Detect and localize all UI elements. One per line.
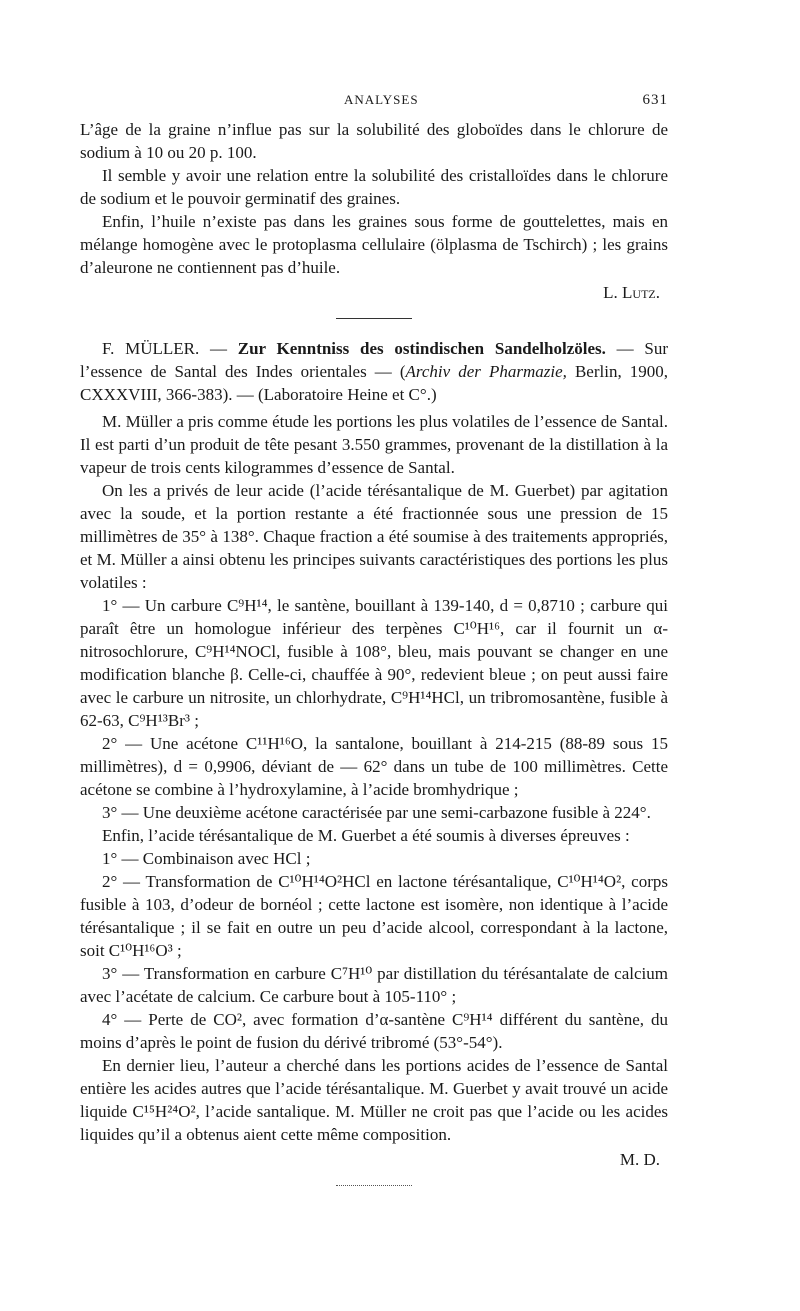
author-name: F. MÜLLER. [102, 339, 200, 358]
page-number: 631 [642, 92, 668, 108]
paragraph: M. Müller a pris comme étude les portions les plus volatiles de l’essence de Santal. Il est parti d’un produit de tête pesant 3.550 grammes, provenant de la distillation à la vapeur de trois cents kilogrammes d’essence de Santal. [80, 412, 668, 477]
end-rule [336, 1185, 412, 1186]
citation: Berlin, 1900, CXXXVIII, 366-383). — (Laboratoire Heine et C°.) [80, 362, 669, 404]
separator-rule [336, 318, 412, 319]
paragraph: L’âge de la graine n’influe pas sur la solubilité des globoïdes dans le chlorure de sodium à 10 ou 20 p. 100. [80, 120, 668, 162]
paragraph: Il semble y avoir une relation entre la solubilité des cristalloïdes dans le chlorure de sodium et le pouvoir germinatif des graines. [80, 166, 668, 208]
paragraph: Enfin, l’acide térésantalique de M. Guerbet a été soumis à diverses épreuves : [102, 826, 630, 845]
journal-page [80, 88, 668, 1186]
article-lutz [80, 118, 668, 304]
paragraph: 3° — Transformation en carbure C⁷H¹⁰ par distillation du térésantalate de calcium avec l’acétate de calcium. Ce carbure bout à 105-110° ; [80, 964, 668, 1006]
journal-name: Archiv der Pharmazie, [405, 362, 567, 381]
article-title-fr: Sur l’essence de Santal des Indes orientales — ( [80, 339, 668, 381]
article-heading: F. MÜLLER. — Zur Kenntniss des ostindischen Sandelholzöles. — Sur l’essence de Santal des Indes orientales — (Archiv der Pharmazie, Berlin, 1900, CXXXVIII, 366-383). — (Laboratoire Heine et C°.) [80, 339, 669, 404]
page-header [80, 88, 668, 108]
paragraph: Enfin, l’huile n’existe pas dans les graines sous forme de gouttelettes, mais en mélange homogène avec le protoplasma cellulaire (ölplasma de Tschirch) ; les grains d’aleurone ne contiennent pas d’huile. [80, 212, 668, 277]
paragraph: 1° — Combinaison avec HCl ; [102, 849, 311, 868]
paragraph: On les a privés de leur acide (l’acide térésantalique de M. Guerbet) par agitation avec la soude, et la portion restante a été fractionnée sous une pression de 15 millimètres de 35° à 138°. Chaque fraction a été soumise à des traitements appropriés, et M. Müller a ainsi obtenu les principes suivants caractéristiques des portions les plus volatiles : [80, 481, 668, 592]
article-title-de: Zur Kenntniss des ostindischen Sandelholzöles. [237, 339, 606, 358]
paragraph: 3° — Une deuxième acétone caractérisée par une semi-carbazone fusible à 224°. [102, 803, 651, 822]
paragraph: 1° — Un carbure C⁹H¹⁴, le santène, bouillant à 139-140, d = 0,8710 ; carbure qui paraît être un homologue inférieur des terpènes C¹⁰H¹⁶, car il fournit un α-nitrosochlorure, C⁹H¹⁴NOCl, fusible à 108°, bleu, mais pouvant se changer en une modification blanche β. Celle-ci, chauffée à 90°, redevient bleue ; on peut aussi faire avec le carbure un nitrosite, un chlorhydrate, C⁹H¹⁴HCl, un tribromosantène, fusible à 62-63, C⁹H¹³Br³ ; [80, 596, 668, 730]
article-muller [80, 337, 668, 1171]
signature: L. Lutz. [603, 283, 660, 302]
paragraph: 4° — Perte de CO², avec formation d’α-santène C⁹H¹⁴ différent du santène, du moins d’après le point de fusion du dérivé tribromé (53°-54°). [80, 1010, 668, 1052]
paragraph: 2° — Transformation de C¹⁰H¹⁴O²HCl en lactone térésantalique, C¹⁰H¹⁴O², corps fusible à 103, d’odeur de bornéol ; cette lactone est isomère, non identique à l’acide térésantalique ; il se fait en outre un peu d’acide alcool, correspondant à la lactone, soit C¹⁰H¹⁶O³ ; [80, 872, 668, 960]
paragraph: En dernier lieu, l’auteur a cherché dans les portions acides de l’essence de Santal entière les acides autres que l’acide térésantalique. M. Guerbet y avait trouvé un acide liquide C¹⁵H²⁴O², l’acide santalique. M. Müller ne croit pas que l’acide ou les acides liquides qu’il a obtenus aient cette même composition. [80, 1056, 668, 1144]
signature: M. D. [619, 1150, 660, 1169]
paragraph: 2° — Une acétone C¹¹H¹⁶O, la santalone, bouillant à 214-215 (88-89 sous 15 millimètres), d = 0,9906, déviant de — 62° dans un tube de 100 millimètres. Cette acétone se combine à l’hydroxylamine, à l’acide bromhydrique ; [80, 734, 668, 799]
running-title: ANALYSES [343, 92, 419, 107]
